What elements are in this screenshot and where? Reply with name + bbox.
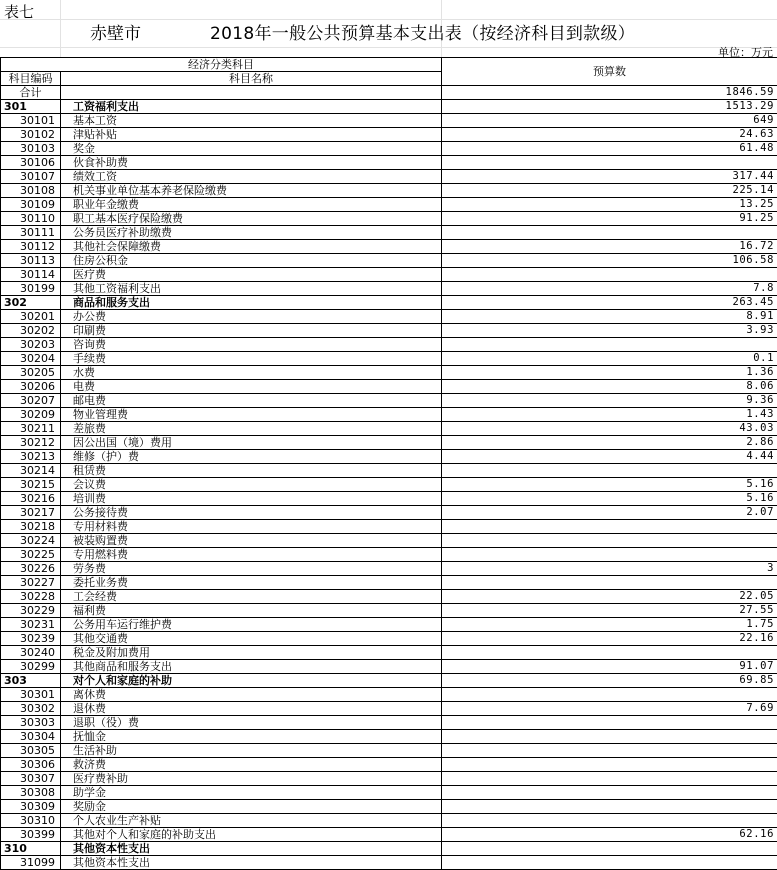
row-code: 30102 (1, 128, 61, 142)
table-row (1, 744, 777, 758)
row-amount: 5.16 (442, 492, 777, 506)
row-amount: 9.36 (442, 394, 777, 408)
row-code: 31099 (1, 856, 61, 870)
row-amount: 22.05 (442, 590, 777, 604)
table-row (1, 366, 777, 380)
total-amount: 1846.59 (442, 86, 777, 100)
table-row (1, 142, 777, 156)
row-code: 30239 (1, 632, 61, 646)
row-code: 30209 (1, 408, 61, 422)
row-name: 职业年金缴费 (61, 198, 442, 212)
row-name: 奖金 (61, 142, 442, 156)
row-code: 30211 (1, 422, 61, 436)
row-amount (442, 576, 777, 590)
row-code: 30303 (1, 716, 61, 730)
row-name: 其他交通费 (61, 632, 442, 646)
row-code: 30224 (1, 534, 61, 548)
row-name: 其他社会保障缴费 (61, 240, 442, 254)
table-row (1, 170, 777, 184)
row-name: 机关事业单位基本养老保险缴费 (61, 184, 442, 198)
table-row (1, 660, 777, 674)
row-code: 30399 (1, 828, 61, 842)
table-row (1, 716, 777, 730)
row-name: 物业管理费 (61, 408, 442, 422)
unit-label: 单位：万元 (718, 46, 773, 59)
row-amount: 8.06 (442, 380, 777, 394)
row-name: 公务员医疗补助缴费 (61, 226, 442, 240)
row-code: 30109 (1, 198, 61, 212)
row-name: 其他对个人和家庭的补助支出 (61, 828, 442, 842)
row-name: 公务用车运行维护费 (61, 618, 442, 632)
row-amount: 62.16 (442, 828, 777, 842)
table-row (1, 408, 777, 422)
row-amount: 2.07 (442, 506, 777, 520)
table-row (1, 464, 777, 478)
row-code: 30216 (1, 492, 61, 506)
row-code: 30299 (1, 660, 61, 674)
row-amount (442, 800, 777, 814)
row-code: 30199 (1, 282, 61, 296)
table-row (1, 800, 777, 814)
row-amount: 69.85 (442, 674, 777, 688)
row-amount: 3.93 (442, 324, 777, 338)
row-amount: 27.55 (442, 604, 777, 618)
row-code: 30226 (1, 562, 61, 576)
table-row (1, 590, 777, 604)
row-amount (442, 772, 777, 786)
row-amount: 649 (442, 114, 777, 128)
row-name: 水费 (61, 366, 442, 380)
row-code: 310 (1, 842, 61, 856)
row-name: 会议费 (61, 478, 442, 492)
row-amount: 3 (442, 562, 777, 576)
table-row (1, 856, 777, 870)
row-name: 维修（护）费 (61, 450, 442, 464)
row-amount (442, 842, 777, 856)
row-name: 抚恤金 (61, 730, 442, 744)
row-code: 30204 (1, 352, 61, 366)
row-name: 培训费 (61, 492, 442, 506)
row-amount (442, 856, 777, 870)
category-row (1, 296, 777, 310)
row-name: 委托业务费 (61, 576, 442, 590)
row-amount (442, 730, 777, 744)
table-row (1, 632, 777, 646)
row-name: 劳务费 (61, 562, 442, 576)
row-amount: 24.63 (442, 128, 777, 142)
table-row (1, 772, 777, 786)
table-row (1, 254, 777, 268)
row-code: 30309 (1, 800, 61, 814)
row-code: 30215 (1, 478, 61, 492)
row-code: 30310 (1, 814, 61, 828)
row-name: 绩效工资 (61, 170, 442, 184)
row-amount: 1.36 (442, 366, 777, 380)
row-amount: 0.1 (442, 352, 777, 366)
row-amount (442, 520, 777, 534)
table-row (1, 492, 777, 506)
row-code: 30218 (1, 520, 61, 534)
header-row-group (1, 58, 777, 72)
row-code: 30113 (1, 254, 61, 268)
row-name: 被装购置费 (61, 534, 442, 548)
row-code: 30201 (1, 310, 61, 324)
row-name: 专用燃料费 (61, 548, 442, 562)
row-code: 30203 (1, 338, 61, 352)
table-row (1, 450, 777, 464)
row-amount (442, 688, 777, 702)
row-code: 30228 (1, 590, 61, 604)
row-name: 福利费 (61, 604, 442, 618)
category-row (1, 842, 777, 856)
row-amount (442, 534, 777, 548)
row-code: 30112 (1, 240, 61, 254)
row-code: 30227 (1, 576, 61, 590)
row-name: 公务接待费 (61, 506, 442, 520)
row-name: 医疗费 (61, 268, 442, 282)
row-code: 30305 (1, 744, 61, 758)
row-name: 其他资本性支出 (61, 856, 442, 870)
table-row (1, 240, 777, 254)
row-code: 30111 (1, 226, 61, 240)
row-amount: 1.43 (442, 408, 777, 422)
row-name: 津贴补贴 (61, 128, 442, 142)
budget-table (0, 57, 777, 870)
table-row (1, 184, 777, 198)
row-code: 30108 (1, 184, 61, 198)
row-code: 30214 (1, 464, 61, 478)
row-amount: 7.69 (442, 702, 777, 716)
row-amount (442, 716, 777, 730)
table-row (1, 338, 777, 352)
row-code: 30107 (1, 170, 61, 184)
row-code: 30205 (1, 366, 61, 380)
total-row (1, 86, 777, 100)
row-name: 其他工资福利支出 (61, 282, 442, 296)
row-name: 商品和服务支出 (61, 296, 442, 310)
row-name: 对个人和家庭的补助 (61, 674, 442, 688)
row-amount: 13.25 (442, 198, 777, 212)
row-amount (442, 156, 777, 170)
row-name: 工资福利支出 (61, 100, 442, 114)
row-code: 30206 (1, 380, 61, 394)
row-name: 基本工资 (61, 114, 442, 128)
row-amount: 106.58 (442, 254, 777, 268)
table-row (1, 618, 777, 632)
table-row (1, 828, 777, 842)
row-amount: 22.16 (442, 632, 777, 646)
table-row (1, 226, 777, 240)
row-amount (442, 464, 777, 478)
row-amount: 7.8 (442, 282, 777, 296)
table-row (1, 646, 777, 660)
row-amount (442, 268, 777, 282)
row-amount: 1.75 (442, 618, 777, 632)
row-name: 离休费 (61, 688, 442, 702)
row-code: 30225 (1, 548, 61, 562)
table-row (1, 380, 777, 394)
row-code: 30240 (1, 646, 61, 660)
row-amount (442, 814, 777, 828)
row-name: 专用材料费 (61, 520, 442, 534)
row-code: 30101 (1, 114, 61, 128)
row-code: 30103 (1, 142, 61, 156)
row-code: 30307 (1, 772, 61, 786)
row-code: 30308 (1, 786, 61, 800)
table-row (1, 758, 777, 772)
row-name: 咨询费 (61, 338, 442, 352)
row-code: 30213 (1, 450, 61, 464)
sheet-label: 表七 (4, 3, 35, 21)
row-amount: 91.07 (442, 660, 777, 674)
header-amount: 预算数 (442, 58, 777, 86)
table-row (1, 128, 777, 142)
row-code: 30110 (1, 212, 61, 226)
row-code: 303 (1, 674, 61, 688)
table-row (1, 562, 777, 576)
row-name: 医疗费补助 (61, 772, 442, 786)
table-row (1, 422, 777, 436)
row-name: 差旅费 (61, 422, 442, 436)
table-row (1, 786, 777, 800)
row-amount: 263.45 (442, 296, 777, 310)
row-amount (442, 786, 777, 800)
row-code: 30304 (1, 730, 61, 744)
table-row (1, 198, 777, 212)
table-row (1, 506, 777, 520)
row-code: 302 (1, 296, 61, 310)
row-name: 电费 (61, 380, 442, 394)
row-name: 住房公积金 (61, 254, 442, 268)
table-row (1, 576, 777, 590)
row-code: 30229 (1, 604, 61, 618)
table-row (1, 324, 777, 338)
row-name: 个人农业生产补贴 (61, 814, 442, 828)
row-amount: 43.03 (442, 422, 777, 436)
category-row (1, 100, 777, 114)
table-row (1, 702, 777, 716)
row-amount (442, 758, 777, 772)
header-code: 科目编码 (1, 72, 61, 86)
row-amount (442, 548, 777, 562)
row-name: 因公出国（境）费用 (61, 436, 442, 450)
row-amount (442, 338, 777, 352)
row-name: 伙食补助费 (61, 156, 442, 170)
row-name: 其他商品和服务支出 (61, 660, 442, 674)
row-code: 301 (1, 100, 61, 114)
row-amount: 2.86 (442, 436, 777, 450)
row-amount: 317.44 (442, 170, 777, 184)
category-row (1, 674, 777, 688)
table-row (1, 436, 777, 450)
row-amount: 4.44 (442, 450, 777, 464)
row-amount: 8.91 (442, 310, 777, 324)
row-amount (442, 744, 777, 758)
row-code: 30114 (1, 268, 61, 282)
row-name: 租赁费 (61, 464, 442, 478)
page-title: 2018年一般公共预算基本支出表（按经济科目到款级） (210, 24, 636, 44)
row-amount: 61.48 (442, 142, 777, 156)
row-name: 手续费 (61, 352, 442, 366)
row-code: 30301 (1, 688, 61, 702)
row-amount: 16.72 (442, 240, 777, 254)
table-row (1, 156, 777, 170)
table-row (1, 534, 777, 548)
table-row (1, 212, 777, 226)
row-name: 税金及附加费用 (61, 646, 442, 660)
table-row (1, 520, 777, 534)
row-code: 30217 (1, 506, 61, 520)
row-name: 奖励金 (61, 800, 442, 814)
total-label: 合计 (1, 86, 61, 100)
row-name: 邮电费 (61, 394, 442, 408)
row-amount: 1513.29 (442, 100, 777, 114)
row-name: 退职（役）费 (61, 716, 442, 730)
table-row (1, 730, 777, 744)
row-amount: 91.25 (442, 212, 777, 226)
table-row (1, 548, 777, 562)
row-code: 30212 (1, 436, 61, 450)
table-row (1, 478, 777, 492)
row-name: 职工基本医疗保险缴费 (61, 212, 442, 226)
row-name: 生活补助 (61, 744, 442, 758)
row-amount (442, 226, 777, 240)
header-name: 科目名称 (61, 72, 442, 86)
row-amount (442, 646, 777, 660)
table-row (1, 114, 777, 128)
row-code: 30306 (1, 758, 61, 772)
title-city: 赤壁市 (90, 24, 141, 44)
row-code: 30231 (1, 618, 61, 632)
row-code: 30302 (1, 702, 61, 716)
table-row (1, 814, 777, 828)
table-row (1, 310, 777, 324)
row-name: 其他资本性支出 (61, 842, 442, 856)
table-row (1, 282, 777, 296)
row-name: 工会经费 (61, 590, 442, 604)
row-code: 30202 (1, 324, 61, 338)
table-row (1, 604, 777, 618)
row-amount: 225.14 (442, 184, 777, 198)
row-amount: 5.16 (442, 478, 777, 492)
row-code: 30106 (1, 156, 61, 170)
row-name: 助学金 (61, 786, 442, 800)
table-row (1, 394, 777, 408)
row-name: 退休费 (61, 702, 442, 716)
row-name: 印刷费 (61, 324, 442, 338)
total-name (61, 86, 442, 100)
table-row (1, 688, 777, 702)
header-group: 经济分类科目 (1, 58, 442, 72)
row-name: 办公费 (61, 310, 442, 324)
row-code: 30207 (1, 394, 61, 408)
table-row (1, 268, 777, 282)
table-row (1, 352, 777, 366)
row-name: 救济费 (61, 758, 442, 772)
